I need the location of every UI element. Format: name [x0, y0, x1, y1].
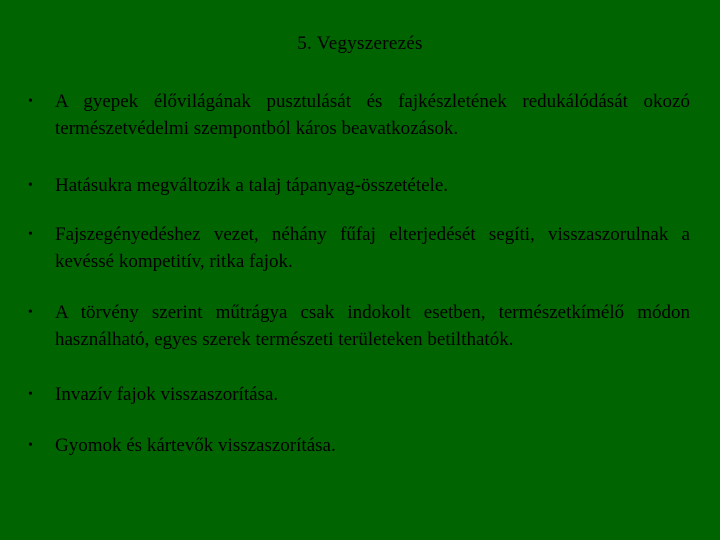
bullet-icon: •: [28, 438, 33, 453]
bullet-text: A gyepek élővilágának pusztulását és fajkészletének redukálódását okozó természetvédelmi szempontból káros beavatkozások.: [55, 91, 690, 139]
list-item: [28, 432, 690, 459]
slide-title: [0, 33, 720, 55]
bullet-icon: •: [28, 178, 33, 193]
bullet-text: Gyomok és kártevők visszaszorítása.: [55, 435, 336, 456]
list-item: [28, 221, 690, 275]
bullet-text: Invazív fajok visszaszorítása.: [55, 384, 279, 405]
list-item: [28, 88, 690, 142]
bullet-icon: •: [28, 305, 33, 320]
bullet-icon: •: [28, 387, 33, 402]
slide-title-text: 5. Vegyszerezés: [297, 33, 423, 54]
bullet-list: [28, 88, 690, 489]
list-item: [28, 172, 690, 199]
bullet-icon: •: [28, 94, 33, 109]
list-item: [28, 299, 690, 353]
bullet-text: A törvény szerint műtrágya csak indokolt esetben, természetkímélő módon használható, egyes szerek természeti területeken betilthatók.: [55, 302, 690, 350]
bullet-text: Hatásukra megváltozik a talaj tápanyag-összetétele.: [55, 175, 449, 196]
list-item: [28, 381, 690, 408]
bullet-text: Fajszegényedéshez vezet, néhány fűfaj elterjedését segíti, visszaszorulnak a kevéssé kompetitív, ritka fajok.: [55, 224, 690, 272]
bullet-icon: •: [28, 227, 33, 242]
